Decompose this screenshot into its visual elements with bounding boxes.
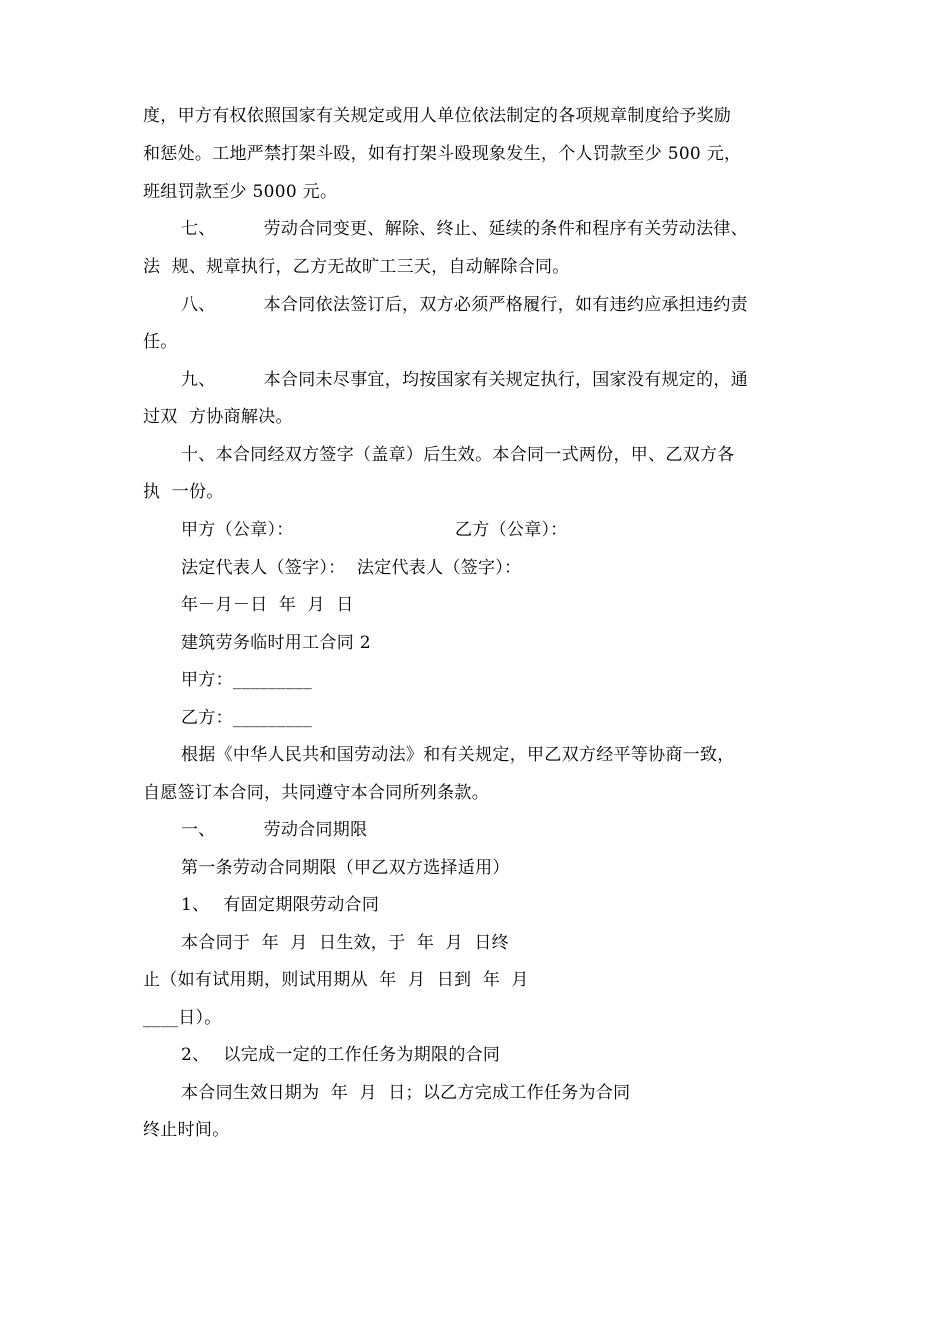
contract-title: 建筑劳务临时用工合同 2 [181, 633, 371, 653]
text-line: 任。 [143, 332, 178, 352]
party-a-seal: 甲方（公章）： [181, 520, 294, 540]
text-line: 本合同生效日期为 年 月 日；以乙方完成工作任务为合同 [181, 1083, 631, 1103]
article-one: 第一条劳动合同期限（甲乙双方选择适用） [181, 858, 510, 878]
clause-text: 劳动合同变更、解除、终止、延续的条件和程序有关劳动法律、 [263, 219, 749, 239]
text-line: 度，甲方有权依照国家有关规定或用人单位依法制定的各项规章制度给予奖励 [143, 106, 732, 126]
party-b-seal: 乙方（公章）： [455, 520, 568, 540]
clause-ten: 十、本合同经双方签字（盖章）后生效。本合同一式两份，甲、乙双方各 [181, 445, 735, 465]
text-line: 执 一份。 [143, 482, 224, 502]
legal-representative: 法定代表人（签字）： 法定代表人（签字）： [181, 558, 522, 578]
text-line: 终止时间。 [143, 1120, 230, 1140]
text-line: 自愿签订本合同，共同遵守本合同所列条款。 [143, 783, 489, 803]
text-line: 本合同于 年 月 日生效，于 年 月 日终 [181, 933, 509, 953]
item-number: 1、 [181, 895, 210, 915]
text-line: ____日）。 [143, 1008, 222, 1028]
item-one [181, 894, 379, 916]
text-line: 和惩处。工地严禁打架斗殴，如有打架斗殴现象发生，个人罚款至少 500 元， [143, 144, 742, 164]
text-line: 过双 方协商解决。 [143, 407, 293, 427]
date-line: 年－月－日 年 月 日 [181, 595, 354, 615]
clause-text: 本合同依法签订后，双方必须严格履行，如有违约应承担违约责 [263, 295, 749, 315]
item-text: 有固定期限劳动合同 [223, 895, 380, 915]
party-b-field: 乙方：_________ [181, 708, 313, 728]
clause-text: 本合同未尽事宜，均按国家有关规定执行，国家没有规定的，通 [263, 370, 749, 390]
item-text: 以完成一定的工作任务为期限的合同 [223, 1045, 501, 1065]
clause-number: 八、 [181, 295, 216, 315]
section-text: 劳动合同期限 [263, 820, 368, 840]
text-line: 根据《中华人民共和国劳动法》和有关规定，甲乙双方经平等协商一致， [181, 745, 735, 765]
text-line: 止（如有试用期，则试用期从 年 月 日到 年 月 [143, 970, 529, 990]
section-one [181, 819, 367, 841]
clause-seven [181, 218, 748, 240]
text-line: 法 规、规章执行，乙方无故旷工三天，自动解除合同。 [143, 257, 570, 277]
clause-nine [181, 369, 748, 391]
item-two [181, 1044, 500, 1066]
section-number: 一、 [181, 820, 216, 840]
item-number: 2、 [181, 1045, 210, 1065]
clause-number: 九、 [181, 370, 216, 390]
text-line: 班组罚款至少 5000 元。 [143, 182, 338, 202]
clause-eight [181, 294, 748, 316]
party-a-field: 甲方：_________ [181, 670, 313, 690]
clause-number: 七、 [181, 219, 216, 239]
